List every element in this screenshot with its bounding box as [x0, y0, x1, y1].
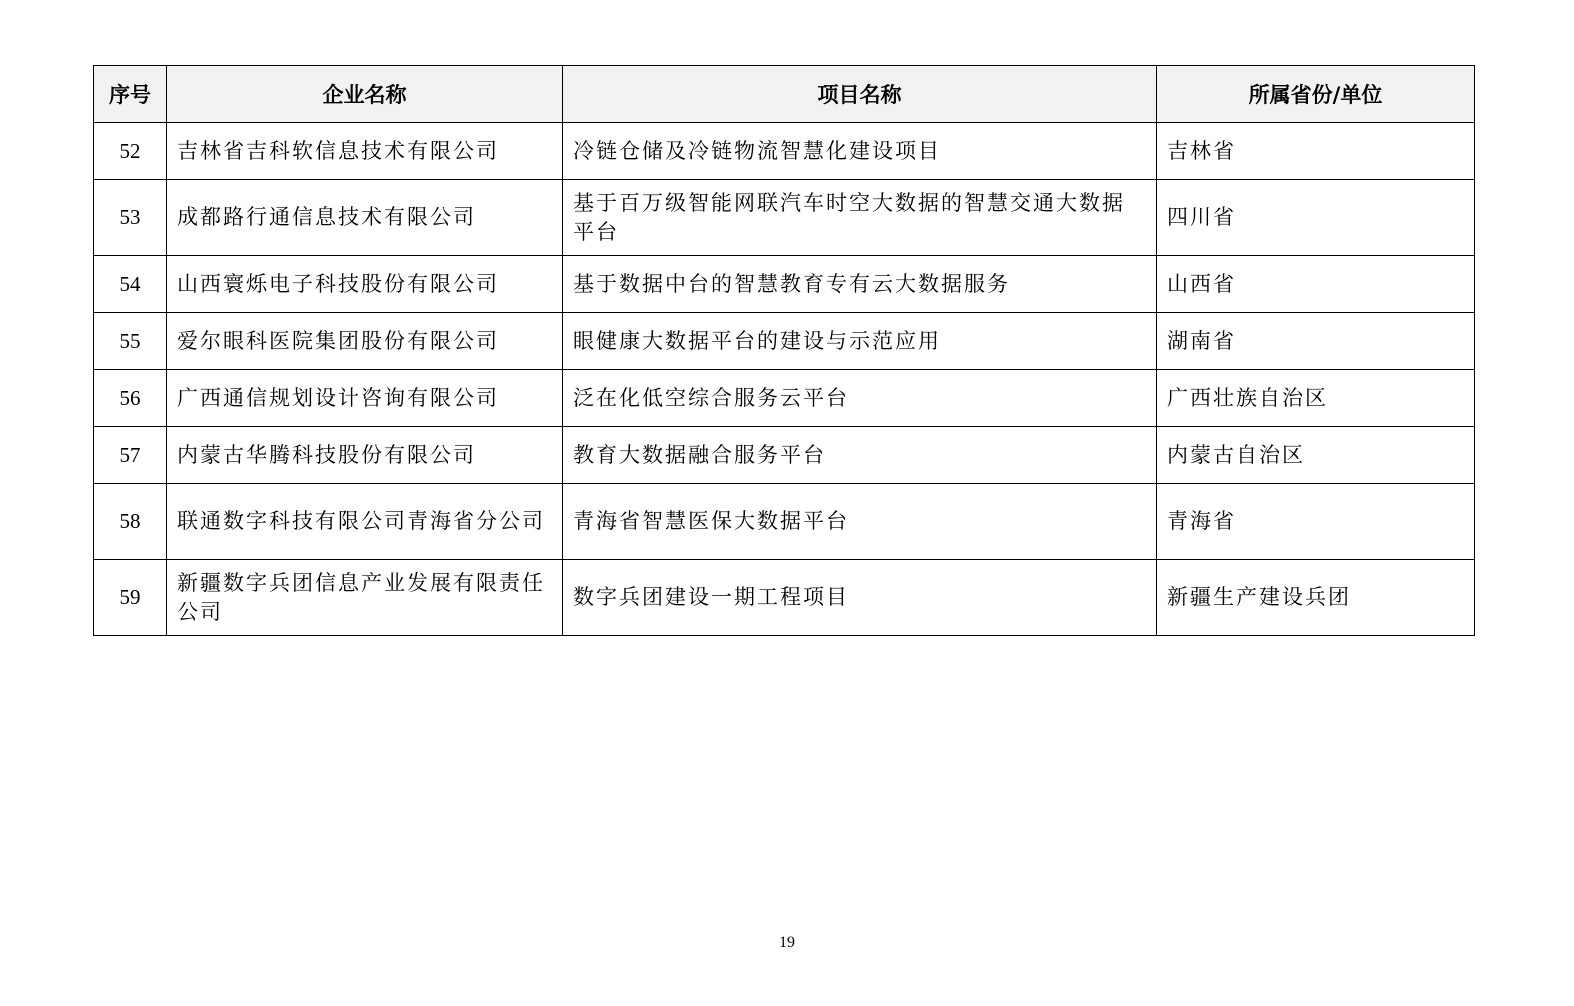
enterprise-project-table: [93, 65, 1475, 636]
row-serial-number: 57: [94, 427, 167, 484]
row-province: 四川省: [1157, 180, 1475, 256]
row-project-name: 青海省智慧医保大数据平台: [563, 484, 1157, 560]
row-province: 吉林省: [1157, 123, 1475, 180]
row-project-name: 眼健康大数据平台的建设与示范应用: [563, 313, 1157, 370]
header-project-name: 项目名称: [563, 66, 1157, 123]
table-row: [94, 180, 1475, 256]
row-company-name: 广西通信规划设计咨询有限公司: [167, 370, 563, 427]
row-company-name: 新疆数字兵团信息产业发展有限责任公司: [167, 560, 563, 636]
row-serial-number: 56: [94, 370, 167, 427]
row-serial-number: 52: [94, 123, 167, 180]
row-company-name: 爱尔眼科医院集团股份有限公司: [167, 313, 563, 370]
row-province: 山西省: [1157, 256, 1475, 313]
row-project-name: 数字兵团建设一期工程项目: [563, 560, 1157, 636]
row-project-name: 泛在化低空综合服务云平台: [563, 370, 1157, 427]
table-row: [94, 123, 1475, 180]
header-province-unit: 所属省份/单位: [1157, 66, 1475, 123]
row-company-name: 山西寰烁电子科技股份有限公司: [167, 256, 563, 313]
table-row: [94, 313, 1475, 370]
row-province: 广西壮族自治区: [1157, 370, 1475, 427]
row-project-name: 冷链仓储及冷链物流智慧化建设项目: [563, 123, 1157, 180]
table-row: [94, 560, 1475, 636]
row-company-name: 吉林省吉科软信息技术有限公司: [167, 123, 563, 180]
page-number: 19: [779, 934, 795, 951]
row-company-name: 联通数字科技有限公司青海省分公司: [167, 484, 563, 560]
row-project-name: 教育大数据融合服务平台: [563, 427, 1157, 484]
row-province: 内蒙古自治区: [1157, 427, 1475, 484]
table-row: [94, 484, 1475, 560]
row-serial-number: 53: [94, 180, 167, 256]
row-company-name: 成都路行通信息技术有限公司: [167, 180, 563, 256]
row-serial-number: 59: [94, 560, 167, 636]
row-serial-number: 55: [94, 313, 167, 370]
row-company-name: 内蒙古华腾科技股份有限公司: [167, 427, 563, 484]
row-project-name: 基于百万级智能网联汽车时空大数据的智慧交通大数据平台: [563, 180, 1157, 256]
row-project-name: 基于数据中台的智慧教育专有云大数据服务: [563, 256, 1157, 313]
row-serial-number: 58: [94, 484, 167, 560]
header-company-name: 企业名称: [167, 66, 563, 123]
table-row: [94, 427, 1475, 484]
table-row: [94, 370, 1475, 427]
row-province: 湖南省: [1157, 313, 1475, 370]
header-serial-number: 序号: [94, 66, 167, 123]
table-header-row: [94, 66, 1475, 123]
row-province: 新疆生产建设兵团: [1157, 560, 1475, 636]
row-province: 青海省: [1157, 484, 1475, 560]
row-serial-number: 54: [94, 256, 167, 313]
table-row: [94, 256, 1475, 313]
